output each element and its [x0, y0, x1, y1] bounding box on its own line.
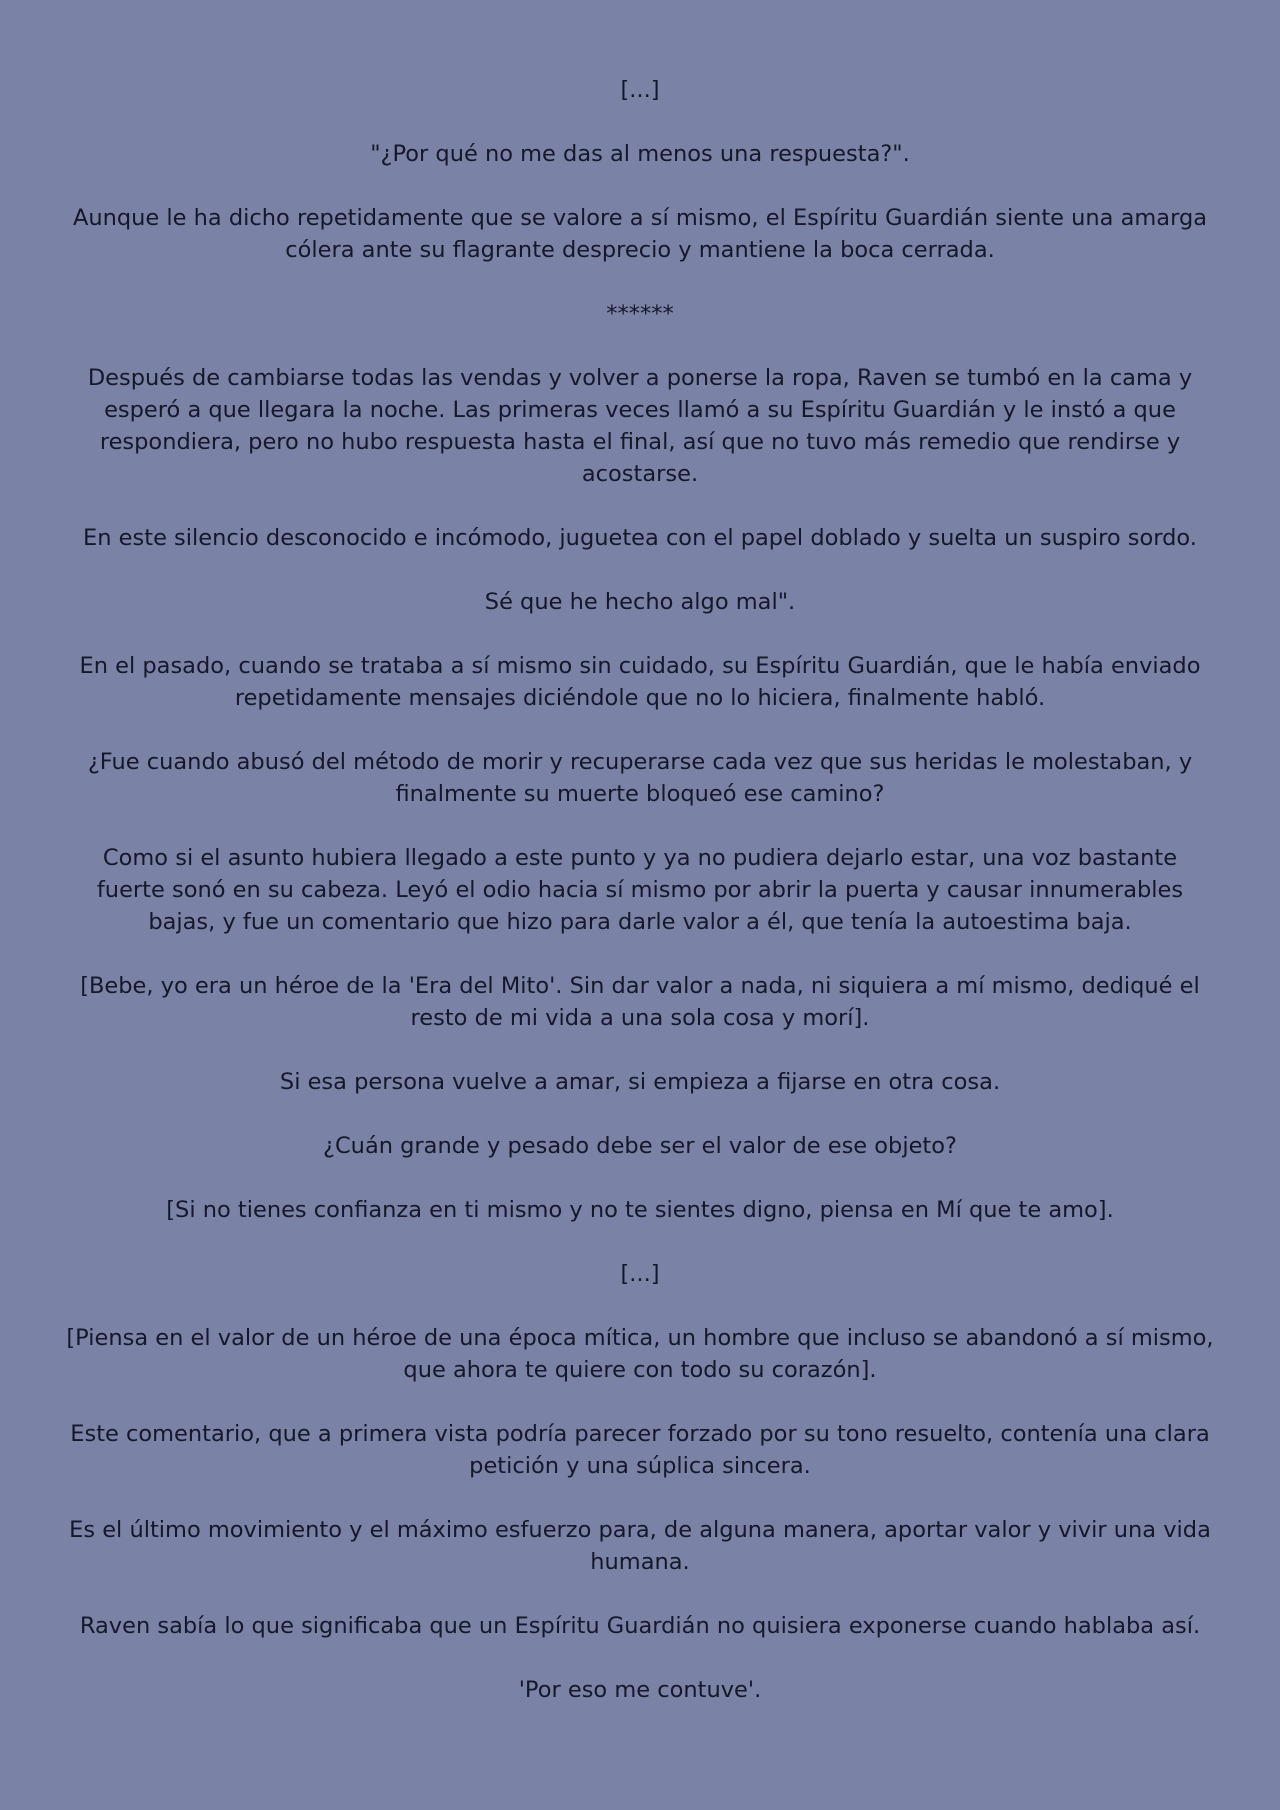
paragraph-silence: En este silencio desconocido e incómodo, juguetea con el papel doblado y suelta un suspiro sordo. — [83, 525, 1197, 551]
paragraph-mistake: Sé que he hecho algo mal". — [484, 589, 796, 615]
paragraph-hero: [Bebe, yo era un héroe de la 'Era del Mito'. Sin dar valor a nada, ni siquiera a mí mismo, dediqué el resto de mi vida a una sola cosa y morí]. — [80, 973, 1200, 1031]
paragraph-guardian-anger: Aunque le ha dicho repetidamente que se valore a sí mismo, el Espíritu Guardián siente una amarga cólera ante su flagrante desprecio y mantiene la boca cerrada. — [72, 205, 1208, 263]
paragraph-raven-knew: Raven sabía lo que significaba que un Espíritu Guardián no quisiera exponerse cuando hablaba así. — [79, 1613, 1201, 1639]
paragraph-last-move: Es el último movimiento y el máximo esfuerzo para, de alguna manera, aportar valor y vivir una vida humana. — [69, 1517, 1211, 1575]
paragraph-voice: Como si el asunto hubiera llegado a este punto y ya no pudiera dejarlo estar, una voz bastante fuerte sonó en su cabeza. Leyó el odio hacia sí mismo por abrir la puerta y causar innumerables bajas, y fue un comentario que hizo para darle valor a él, que tenía la autoestima baja. — [96, 845, 1184, 935]
paragraph-comment: Este comentario, que a primera vista podría parecer forzado por su tono resuelto, contenía una clara petición y una súplica sincera. — [70, 1421, 1210, 1479]
scene-break: ****** — [606, 301, 674, 327]
paragraph-think-of-me: [Si no tienes confianza en ti mismo y no te sientes digno, piensa en Mí que te amo]. — [166, 1197, 1114, 1223]
paragraph-raven-bed: Después de cambiarse todas las vendas y volver a ponerse la ropa, Raven se tumbó en la cama y esperó a que llegara la noche. Las primeras veces llamó a su Espíritu Guardián y le instó a que respondiera, pero no hubo respuesta hasta el final, así que no tuvo más remedio que rendirse y acostarse. — [87, 365, 1193, 487]
paragraph-value-question: ¿Cuán grande y pesado debe ser el valor de ese objeto? — [323, 1133, 957, 1159]
paragraph-past: En el pasado, cuando se trataba a sí mismo sin cuidado, su Espíritu Guardián, que le había enviado repetidamente mensajes diciéndole que no lo hiciera, finalmente habló. — [79, 653, 1201, 711]
paragraph-mythic-hero: [Piensa en el valor de un héroe de una época mítica, un hombre que incluso se abandonó a sí mismo, que ahora te quiere con todo su corazón]. — [66, 1325, 1214, 1383]
paragraph-ellipsis-2: [...] — [620, 1261, 660, 1287]
paragraph-question: "¿Por qué no me das al menos una respuesta?". — [370, 141, 910, 167]
paragraph-held-back: 'Por eso me contuve'. — [518, 1677, 762, 1703]
paragraph-love-again: Si esa persona vuelve a amar, si empieza a fijarse en otra cosa. — [279, 1069, 1001, 1095]
paragraph-ellipsis-1: [...] — [620, 77, 660, 103]
paragraph-abuse: ¿Fue cuando abusó del método de morir y recuperarse cada vez que sus heridas le molestaban, y finalmente su muerte bloqueó ese camino? — [87, 749, 1193, 807]
